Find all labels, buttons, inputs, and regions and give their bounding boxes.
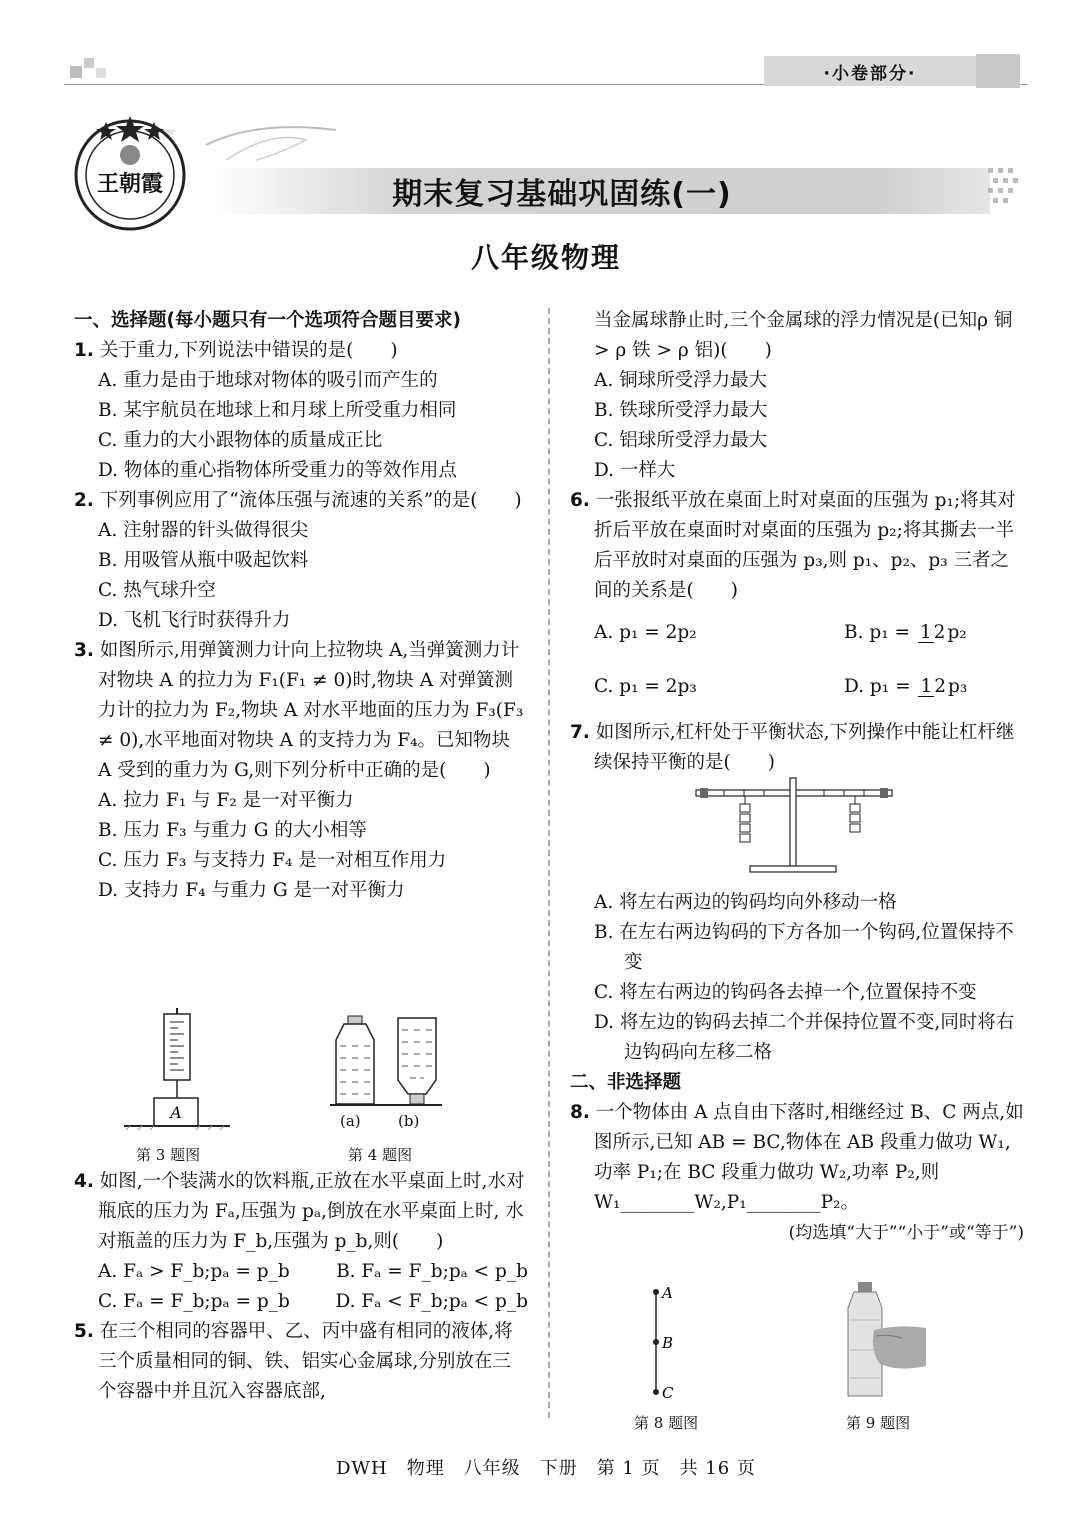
figure-4-bottles xyxy=(326,1012,446,1112)
figure-9-caption: 第 9 题图 xyxy=(846,1414,911,1432)
q3-option-c: C. 压力 F₃ 与支持力 F₄ 是一对相互作用力 xyxy=(98,850,447,871)
q6-option-b xyxy=(844,606,967,660)
q8-fill-hint: (均选填“大于”“小于”或“等于”) xyxy=(788,1223,1024,1243)
q3-option-b: B. 压力 F₃ 与重力 G 的大小相等 xyxy=(98,820,367,841)
figure-8-points xyxy=(640,1282,700,1402)
page-subtitle: 八年级物理 xyxy=(470,241,621,274)
q7-option-d: D. 将左边的钩码去掉二个并保持位置不变,同时将右边钩码向左移二格 xyxy=(594,1012,1015,1063)
question-2-stem: 下列事例应用了“流体压强与流速的关系”的是( ) xyxy=(99,490,522,511)
q3-option-d: D. 支持力 F₄ 与重力 G 是一对平衡力 xyxy=(98,880,405,901)
question-number: 7. xyxy=(570,722,590,743)
figure-3-caption: 第 3 题图 xyxy=(136,1146,201,1164)
fraction-numerator: 1 xyxy=(920,675,933,697)
deco-square xyxy=(96,68,106,78)
q6-d-prefix: D. p₁ = xyxy=(844,676,911,697)
fraction-denominator: 2 xyxy=(933,621,946,643)
figure-8-caption: 第 8 题图 xyxy=(634,1414,699,1432)
title-dots xyxy=(986,166,1026,216)
figure-3-spring-scale xyxy=(120,1000,270,1130)
question-1-stem: 关于重力,下列说法中错误的是( ) xyxy=(99,340,398,361)
q6-b-suffix: p₂ xyxy=(947,622,967,643)
point-b-label: B xyxy=(662,1334,674,1352)
q5-option-d: D. 一样大 xyxy=(594,460,676,481)
section-1-heading: 一、选择题(每小题只有一个选项符合题目要求) xyxy=(74,310,461,331)
q7-option-c: C. 将左右两边的钩码各去掉一个,位置保持不变 xyxy=(594,982,977,1003)
right-column-lower xyxy=(570,888,1024,1248)
q6-option-a: A. p₁ = 2p₂ xyxy=(594,622,697,643)
question-7-stem: 如图所示,杠杆处于平衡状态,下列操作中能让杠杆继续保持平衡的是( ) xyxy=(594,722,1015,773)
q4-option-d: D. Fₐ < F_b;pₐ < p_b xyxy=(335,1291,528,1312)
q1-option-c: C. 重力的大小跟物体的质量成正比 xyxy=(98,430,383,451)
question-5-stem: 在三个相同的容器甲、乙、丙中盛有相同的液体,将三个质量相同的铜、铁、铝实心金属球,分别放在三个容器中并且沉入容器底部, xyxy=(98,1321,513,1402)
fraction xyxy=(918,675,947,697)
q2-option-c: C. 热气球升空 xyxy=(98,580,216,601)
q2-option-d: D. 飞机飞行时获得升力 xyxy=(98,610,291,631)
question-4-stem: 如图,一个装满水的饮料瓶,正放在水平桌面上时,水对瓶底的压力为 Fₐ,压强为 pₐ,倒放在水平桌面上时, 水对瓶盖的压力为 F_b,压强为 p_b,则( ) xyxy=(98,1171,525,1252)
fraction-numerator: 1 xyxy=(919,621,932,643)
q4-option-b: B. Fₐ = F_b;pₐ < p_b xyxy=(336,1261,528,1282)
figure-7-lever xyxy=(694,776,894,876)
q5-option-c: C. 铝球所受浮力最大 xyxy=(594,430,768,451)
q7-option-b: B. 在左右两边钩码的下方各加一个钩码,位置保持不变 xyxy=(594,922,1014,973)
q1-option-d: D. 物体的重心指物体所受重力的等效作用点 xyxy=(98,460,457,481)
left-column xyxy=(74,306,528,906)
q6-option-c: C. p₁ = 2p₃ xyxy=(594,676,697,697)
q2-option-a: A. 注射器的针头做得很尖 xyxy=(98,520,309,541)
question-number: 8. xyxy=(570,1102,590,1123)
page-title: 期末复习基础巩固练(一) xyxy=(392,177,732,212)
question-number: 2. xyxy=(74,490,94,511)
figure-9-bottle-photo xyxy=(840,1280,930,1402)
question-8-stem: 一个物体由 A 点自由下落时,相继经过 B、C 两点,如图所示,已知 AB = BC,物体在 AB 段重力做功 W₁,功率 P₁;在 BC 段重力做功 W₂,功率 P₂,则 W₁________W₂,P₁________P₂。 xyxy=(594,1102,1024,1213)
fraction-denominator: 2 xyxy=(934,675,947,697)
logo-text: 王朝霞 xyxy=(96,171,164,197)
question-3-stem: 如图所示,用弹簧测力计向上拉物块 A,当弹簧测力计对物块 A 的拉力为 F₁(F₁ ≠ 0)时,物块 A 对弹簧测力计的拉力为 F₂,物块 A 对水平地面的压力为 F₃(F₃ ≠ 0),水平地面对物块 A 的支持力为 F₄。已知物块 A 受到的重力为 G,则下列分析中正确的是( ) xyxy=(98,640,524,781)
q6-d-suffix: p₃ xyxy=(948,676,968,697)
q5-option-b: B. 铁球所受浮力最大 xyxy=(594,400,768,421)
block-a-label: A xyxy=(170,1103,182,1122)
q1-option-b: B. 某宇航员在地球上和月球上所受重力相同 xyxy=(98,400,457,421)
q4-option-c: C. Fₐ = F_b;pₐ = p_b xyxy=(98,1291,290,1312)
q5-option-a: A. 铜球所受浮力最大 xyxy=(594,370,768,391)
question-number: 3. xyxy=(74,640,94,661)
q6-b-prefix: B. p₁ = xyxy=(844,622,910,643)
left-column-lower xyxy=(74,1167,528,1407)
question-6-stem: 一张报纸平放在桌面上时对桌面的压强为 p₁;将其对折后平放在桌面时对桌面的压强为 p₂;将其撕去一半后平放时对桌面的压强为 p₃,则 p₁、p₂、p₃ 三者之间的关系是( ) xyxy=(594,490,1016,601)
q2-option-b: B. 用吸管从瓶中吸起饮料 xyxy=(98,550,309,571)
section-2-heading: 二、非选择题 xyxy=(570,1072,682,1093)
section-tag-tab xyxy=(976,54,1020,88)
figure-4-label-b: (b) xyxy=(398,1112,420,1130)
q1-option-a: A. 重力是由于地球对物体的吸引而产生的 xyxy=(98,370,438,391)
deco-square xyxy=(70,66,82,78)
question-5-continued: 当金属球静止时,三个金属球的浮力情况是(已知ρ 铜 > ρ 铁 > ρ 铝)( ) xyxy=(594,310,1013,361)
q3-option-a: A. 拉力 F₁ 与 F₂ 是一对平衡力 xyxy=(98,790,354,811)
deco-square xyxy=(84,58,94,68)
point-c-label: C xyxy=(662,1384,674,1402)
right-column xyxy=(570,306,1024,778)
question-number: 1. xyxy=(74,340,94,361)
point-a-label: A xyxy=(662,1284,673,1302)
fraction xyxy=(918,621,946,643)
q6-option-d xyxy=(844,660,967,714)
q4-option-a: A. Fₐ > F_b;pₐ = p_b xyxy=(98,1261,290,1282)
question-number: 6. xyxy=(570,490,590,511)
question-number: 4. xyxy=(74,1171,94,1192)
figure-4-label-a: (a) xyxy=(340,1112,361,1130)
page-footer: DWH 物理 八年级 下册 第 1 页 共 16 页 xyxy=(336,1458,756,1479)
q7-option-a: A. 将左右两边的钩码均向外移动一格 xyxy=(594,892,897,913)
section-tag: ·小卷部分· xyxy=(764,56,976,86)
figure-4-caption: 第 4 题图 xyxy=(348,1146,413,1164)
question-number: 5. xyxy=(74,1321,94,1342)
column-divider xyxy=(548,308,550,1418)
